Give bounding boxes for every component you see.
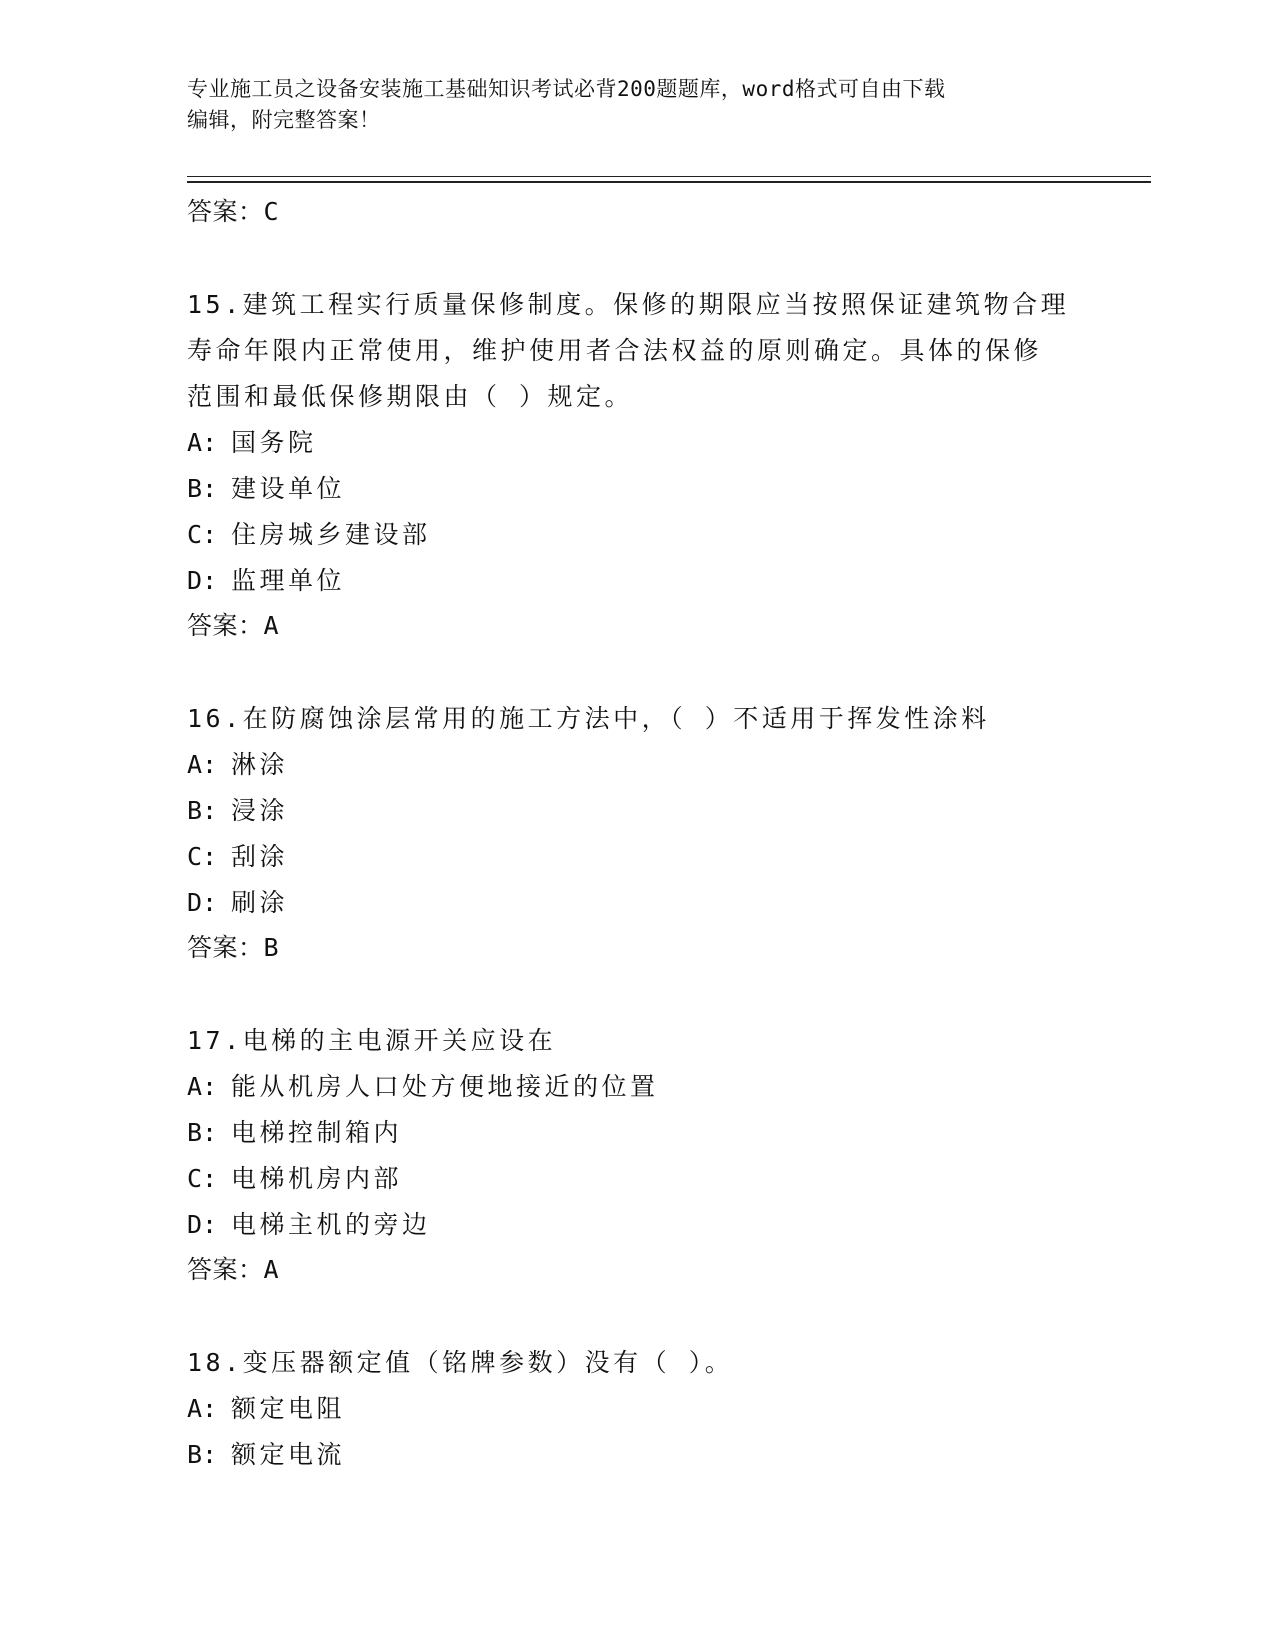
option-b: B: 建设单位 bbox=[187, 474, 346, 503]
stem-line: 16.在防腐蚀涂层常用的施工方法中，（ ）不适用于挥发性涂料 bbox=[187, 704, 990, 733]
option-a: A: 能从机房人口处方便地接近的位置 bbox=[187, 1072, 659, 1101]
option-a: A: 国务院 bbox=[187, 428, 317, 457]
option-b: B: 电梯控制箱内 bbox=[187, 1118, 403, 1147]
option-c: C: 刮涂 bbox=[187, 842, 289, 871]
answer: 答案：A bbox=[187, 611, 280, 640]
header-line-1: 专业施工员之设备安装施工基础知识考试必背200题题库，word格式可自由下载 bbox=[187, 77, 946, 101]
question-stem bbox=[187, 1018, 1087, 1064]
question-17 bbox=[187, 1018, 1087, 1292]
option-c: C: 电梯机房内部 bbox=[187, 1164, 403, 1193]
header-divider-thin bbox=[187, 176, 1151, 177]
option-b: B: 浸涂 bbox=[187, 796, 289, 825]
answer: 答案：A bbox=[187, 1255, 280, 1284]
stem-line: 范围和最低保修期限由（ ）规定。 bbox=[187, 382, 634, 411]
question-stem bbox=[187, 696, 1087, 742]
option-d: D: 电梯主机的旁边 bbox=[187, 1210, 431, 1239]
question-stem bbox=[187, 282, 1087, 420]
question-gap bbox=[187, 234, 1087, 282]
option-d: D: 监理单位 bbox=[187, 566, 346, 595]
header-divider-thick bbox=[187, 181, 1151, 183]
option-a: A: 额定电阻 bbox=[187, 1394, 346, 1423]
answer-prev: 答案：C bbox=[187, 197, 280, 226]
question-18 bbox=[187, 1340, 1087, 1478]
question-list bbox=[187, 190, 1087, 1478]
stem-line: 18.变压器额定值（铭牌参数）没有（ ）。 bbox=[187, 1348, 734, 1377]
question-15 bbox=[187, 282, 1087, 648]
question-gap bbox=[187, 970, 1087, 1018]
option-b: B: 额定电流 bbox=[187, 1440, 346, 1469]
stem-line: 15.建筑工程实行质量保修制度。保修的期限应当按照保证建筑物合理 bbox=[187, 290, 1070, 319]
document-header bbox=[187, 74, 1087, 136]
question-gap bbox=[187, 1292, 1087, 1340]
option-c: C: 住房城乡建设部 bbox=[187, 520, 431, 549]
answer: 答案：B bbox=[187, 933, 280, 962]
question-gap bbox=[187, 648, 1087, 696]
option-a: A: 淋涂 bbox=[187, 750, 289, 779]
stem-line: 寿命年限内正常使用，维护使用者合法权益的原则确定。具体的保修 bbox=[187, 336, 1043, 365]
stem-line: 17.电梯的主电源开关应设在 bbox=[187, 1026, 557, 1055]
question-stem bbox=[187, 1340, 1087, 1386]
header-line-2: 编辑，附完整答案！ bbox=[187, 108, 381, 132]
question-16 bbox=[187, 696, 1087, 970]
option-d: D: 刷涂 bbox=[187, 888, 289, 917]
